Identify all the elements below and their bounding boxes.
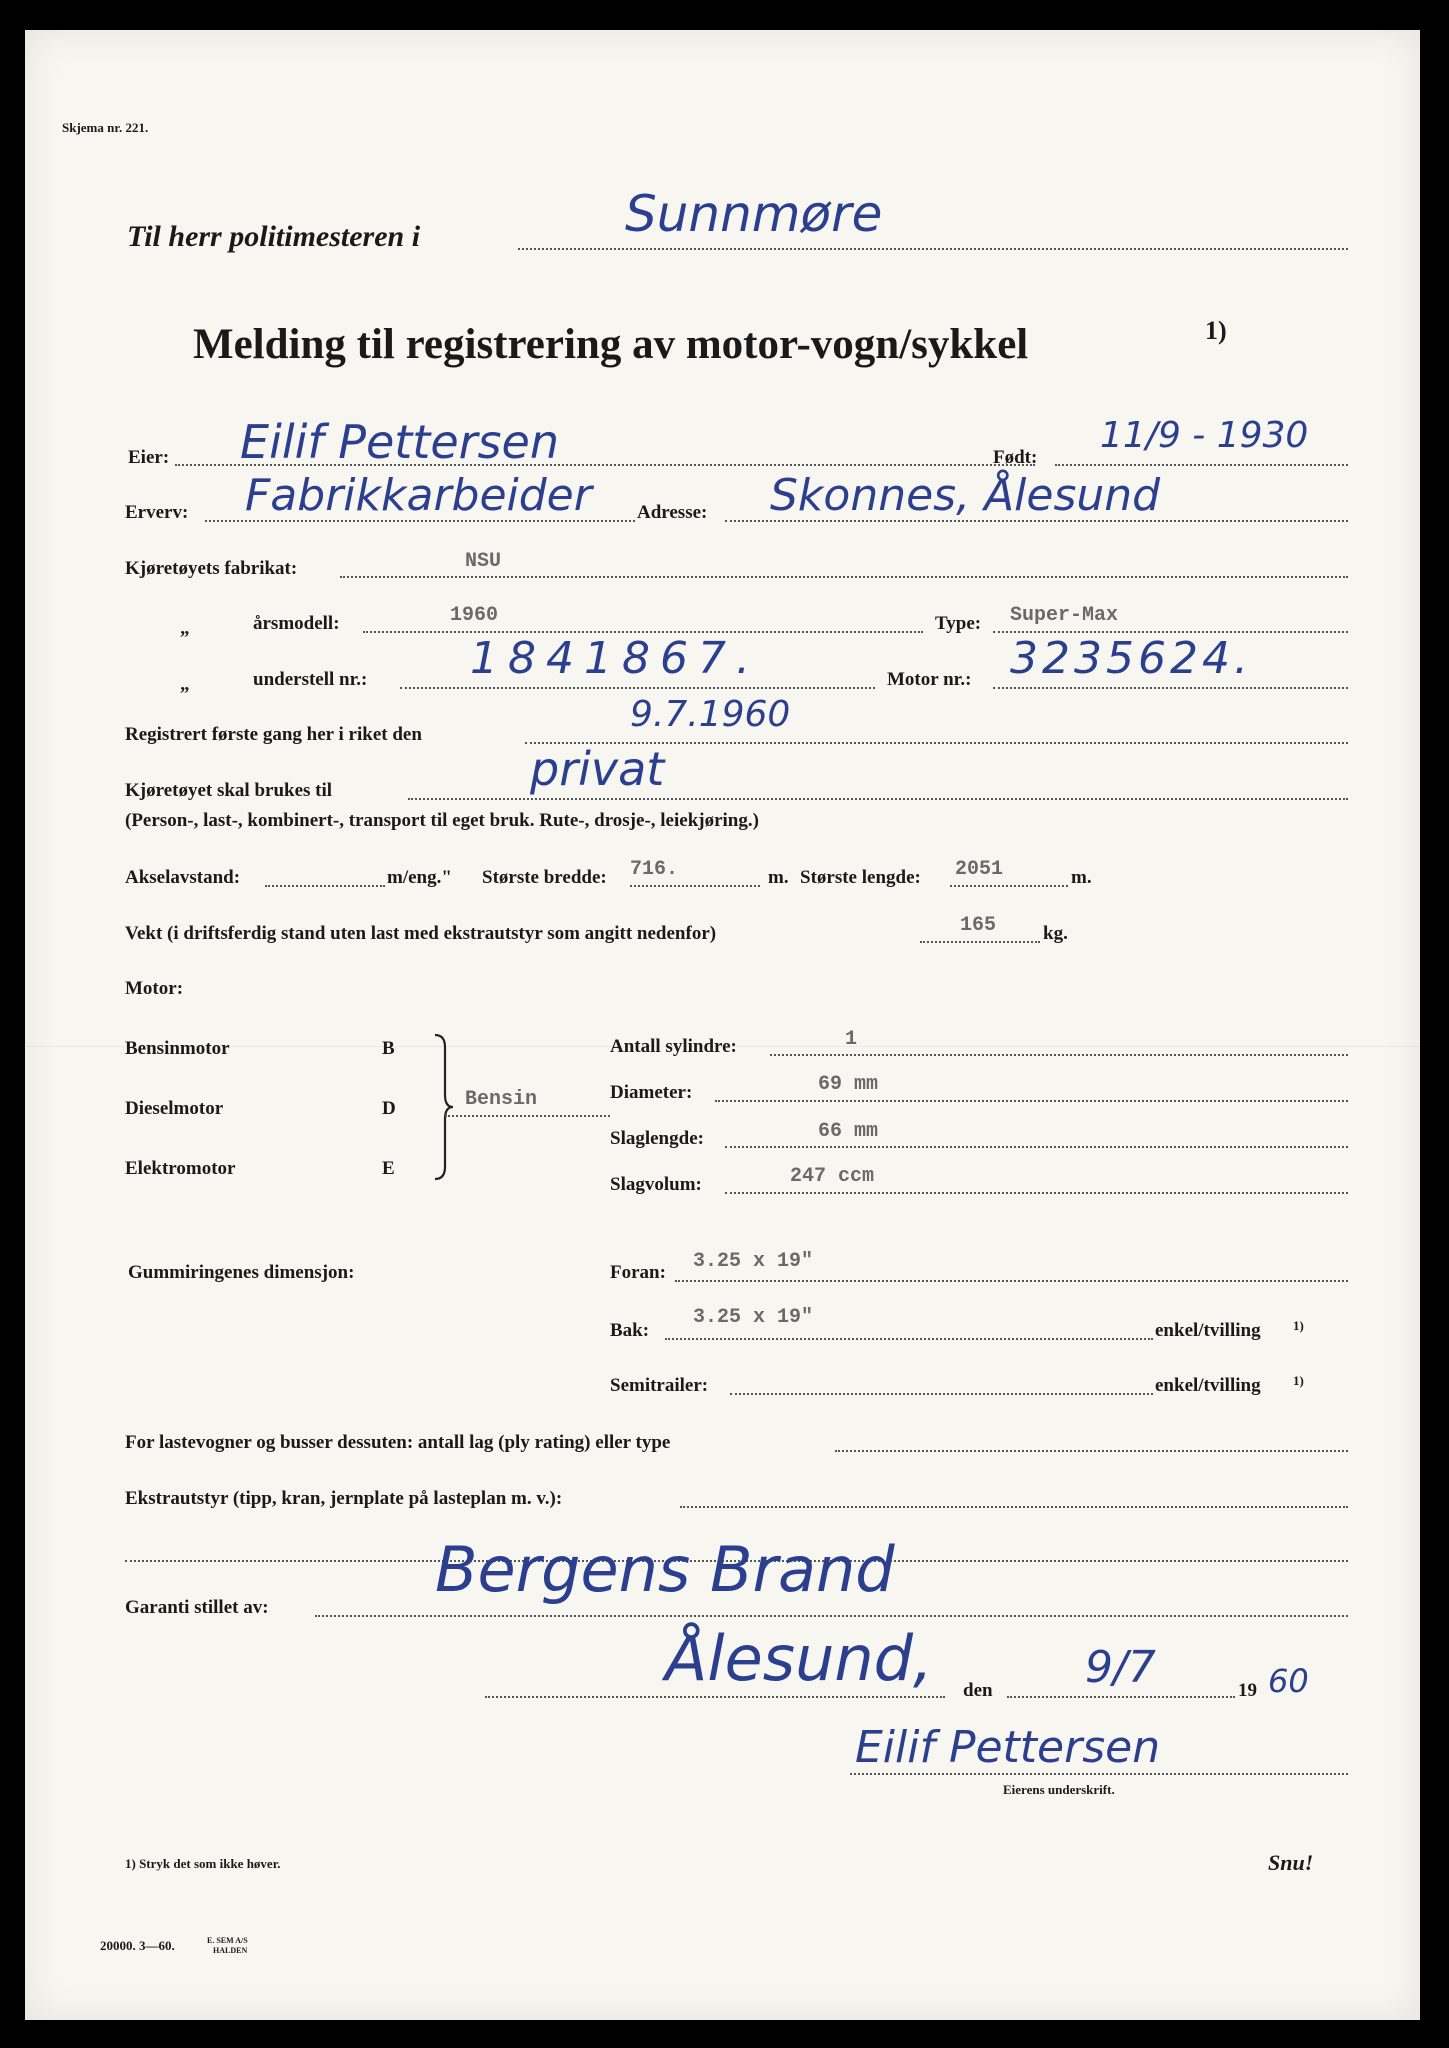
length-label: Største lengde: xyxy=(800,867,921,888)
printer-line-2: HALDEN xyxy=(213,1946,248,1955)
cylinders-line xyxy=(770,1054,1348,1056)
date-value: 9/7 xyxy=(1085,1642,1156,1693)
truck-line xyxy=(835,1450,1348,1452)
diameter-value: 69 mm xyxy=(818,1073,879,1096)
front-label: Foran: xyxy=(610,1262,666,1283)
year-suffix-value: 60 xyxy=(1268,1662,1309,1700)
title-footnote-mark: 1) xyxy=(1205,316,1227,345)
weight-value: 165 xyxy=(960,914,997,937)
electric-label: Elektromotor xyxy=(125,1158,236,1179)
form-sheet xyxy=(25,30,1420,2020)
police-district-value: Sunnmøre xyxy=(625,185,883,243)
owner-signature-label: Eierens underskrift. xyxy=(1003,1782,1115,1797)
motor-label: Motor: xyxy=(125,978,184,999)
address-value: Skonnes, Ålesund xyxy=(770,470,1161,521)
tyres-label: Gummiringenes dimensjon: xyxy=(128,1262,355,1283)
rear-footnote-mark: 1) xyxy=(1293,1318,1304,1333)
rear-label: Bak: xyxy=(610,1320,650,1341)
year-prefix: 19 xyxy=(1238,1680,1257,1701)
weight-line xyxy=(920,941,1040,943)
diameter-label: Diameter: xyxy=(610,1082,693,1103)
guarantee-label: Garanti stillet av: xyxy=(125,1597,269,1618)
width-line xyxy=(630,885,760,887)
make-line xyxy=(340,576,1348,578)
petrol-label: Bensinmotor xyxy=(125,1038,230,1059)
first-registration-value: 9.7.1960 xyxy=(630,694,791,735)
place-value: Ålesund, xyxy=(665,1622,933,1695)
schema-number: Skjema nr. 221. xyxy=(62,120,149,135)
width-value: 716. xyxy=(630,858,679,881)
displacement-line xyxy=(725,1192,1348,1194)
type-value: Super-Max xyxy=(1010,604,1119,627)
axle-label: Akselavstand: xyxy=(125,867,241,888)
model-year-label: årsmodell: xyxy=(253,613,340,634)
owner-value: Eilif Pettersen xyxy=(240,415,559,469)
owner-label: Eier: xyxy=(128,447,170,468)
ditto-mark-2: „ xyxy=(180,674,190,695)
printer-line-1: E. SEM A/S xyxy=(207,1936,248,1945)
length-value: 2051 xyxy=(955,858,1004,881)
cylinders-value: 1 xyxy=(845,1028,858,1051)
type-label: Type: xyxy=(935,613,982,634)
stroke-label: Slaglengde: xyxy=(610,1128,704,1149)
chassis-label: understell nr.: xyxy=(253,669,368,690)
owner-signature-value: Eilif Pettersen xyxy=(855,1722,1161,1773)
occupation-label: Erverv: xyxy=(125,502,189,523)
occupation-value: Fabrikkarbeider xyxy=(245,470,592,521)
front-tyre-value: 3.25 x 19" xyxy=(693,1250,814,1273)
displacement-value: 247 ccm xyxy=(790,1165,875,1188)
diesel-label: Dieselmotor xyxy=(125,1098,224,1119)
usage-label: Kjøretøyet skal brukes til xyxy=(125,780,333,801)
usage-hint: (Person-, last-, kombinert-, transport til eget bruk. Rute-, drosje-, leiekjøring.) xyxy=(125,810,759,831)
usage-value: privat xyxy=(530,742,665,796)
weight-unit: kg. xyxy=(1043,923,1068,944)
print-code: 20000. 3—60. xyxy=(100,1938,175,1953)
extra-equipment-label: Ekstrautstyr (tipp, kran, jernplate på lasteplan m. v.): xyxy=(125,1488,563,1509)
born-line xyxy=(1055,464,1348,466)
make-label: Kjøretøyets fabrikat: xyxy=(125,558,298,579)
fuel-line xyxy=(445,1115,610,1117)
length-line xyxy=(950,885,1068,887)
turn-over-note: Snu! xyxy=(1268,1850,1314,1875)
electric-code: E xyxy=(382,1158,395,1179)
axle-unit: m/eng." xyxy=(387,867,452,888)
weight-label: Vekt (i driftsferdig stand uten last med ekstrautstyr som angitt nedenfor) xyxy=(125,923,717,944)
semitrailer-footnote-mark: 1) xyxy=(1293,1373,1304,1388)
form-title: Melding til registrering av motor-vogn/sykkel xyxy=(193,321,1029,368)
fuel-value: Bensin xyxy=(465,1088,538,1111)
born-value: 11/9 - 1930 xyxy=(1100,415,1309,456)
diesel-code: D xyxy=(382,1098,396,1119)
addressee-label: Til herr politimesteren i xyxy=(127,220,421,253)
motor-type-brace xyxy=(433,1033,455,1181)
front-line xyxy=(675,1280,1348,1282)
district-line xyxy=(518,248,1348,250)
axle-line xyxy=(265,885,385,887)
truck-label: For lastevogner og busser dessuten: antall lag (ply rating) eller type xyxy=(125,1432,671,1453)
address-label: Adresse: xyxy=(637,502,708,523)
width-unit: m. xyxy=(768,867,789,888)
width-label: Største bredde: xyxy=(482,867,607,888)
semitrailer-label: Semitrailer: xyxy=(610,1375,709,1396)
motor-no-value: 3235624. xyxy=(1010,633,1252,684)
ditto-mark-1: „ xyxy=(180,618,190,639)
first-registration-label: Registrert første gang her i riket den xyxy=(125,724,422,745)
semitrailer-single-twin: enkel/tvilling xyxy=(1155,1375,1261,1396)
cylinders-label: Antall sylindre: xyxy=(610,1036,737,1057)
stroke-line xyxy=(725,1146,1348,1148)
model-year-value: 1960 xyxy=(450,604,499,627)
motor-no-label: Motor nr.: xyxy=(887,669,972,690)
footnote: 1) Stryk det som ikke høver. xyxy=(125,1856,281,1871)
rear-tyre-value: 3.25 x 19" xyxy=(693,1306,814,1329)
make-value: NSU xyxy=(465,550,502,573)
date-line xyxy=(1007,1696,1235,1698)
guarantee-line xyxy=(315,1615,1348,1617)
rear-single-twin: enkel/tvilling xyxy=(1155,1320,1261,1341)
extra-equipment-line xyxy=(680,1506,1348,1508)
born-label: Født: xyxy=(993,447,1038,468)
chassis-line xyxy=(400,687,875,689)
usage-line xyxy=(408,798,1348,800)
displacement-label: Slagvolum: xyxy=(610,1174,702,1195)
diameter-line xyxy=(715,1100,1348,1102)
signature-line xyxy=(850,1773,1348,1775)
rear-line xyxy=(665,1338,1153,1340)
semitrailer-line xyxy=(730,1393,1153,1395)
date-den-label: den xyxy=(963,1680,993,1701)
length-unit: m. xyxy=(1071,867,1092,888)
place-line xyxy=(485,1696,945,1698)
stroke-value: 66 mm xyxy=(818,1120,879,1143)
chassis-value: 1841867. xyxy=(470,633,760,684)
motor-no-line xyxy=(993,687,1348,689)
guarantee-value: Bergens Brand xyxy=(435,1533,895,1606)
petrol-code: B xyxy=(382,1038,395,1059)
